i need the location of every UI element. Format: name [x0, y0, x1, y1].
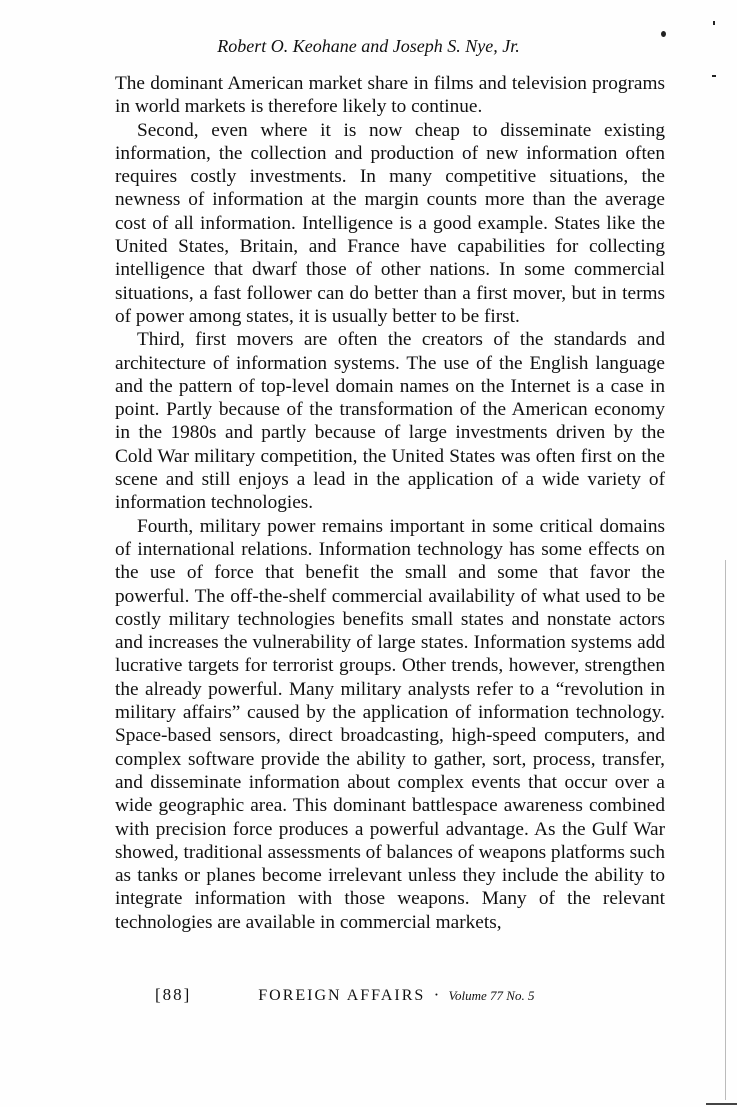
volume-info: Volume 77 No. 5	[448, 988, 535, 1003]
journal-name: FOREIGN AFFAIRS	[258, 987, 426, 1004]
article-body	[115, 72, 665, 934]
scan-dot-mark	[661, 31, 666, 37]
scan-dash-mark	[712, 75, 716, 77]
paragraph-4: Fourth, military power remains important in some critical domains of international relations. Information technology has some effects on the use of force that benefit the small and some that favor the powerful. The off-the-shelf commercial availability of what used to be costly military technologies benefits small states and nonstate actors and increases the vulnerability of large states. Information systems add lucrative targets for terrorist groups. Other trends, however, strengthen the already powerful. Many military analysts refer to a “revolution in military affairs” caused by the application of information technology. Space-based sensors, direct broadcasting, high-speed computers, and complex software provide the ability to gather, sort, process, transfer, and disseminate information about complex events that occur over a wide geographic area. This dominant battlespace awareness combined with precision force produces a powerful advantage. As the Gulf War showed, traditional assessments of balances of weapons platforms such as tanks or planes become irrelevant unless they include the ability to integrate information with those weapons. Many of the relevant technologies are available in commercial markets,	[115, 515, 665, 933]
scan-bottom-line	[706, 1103, 737, 1105]
running-head: Robert O. Keohane and Joseph S. Nye, Jr.	[217, 36, 520, 56]
footer-separator: ·	[433, 985, 441, 1004]
scan-edge-line	[725, 560, 726, 1100]
page-number: [88]	[155, 985, 192, 1004]
paragraph-3: Third, first movers are often the creators of the standards and architecture of information systems. The use of the English language and the pattern of top-level domain names on the Internet is a case in point. Partly because of the transformation of the American economy in the 1980s and partly because of large investments driven by the Cold War military competition, the United States was often first on the scene and still enjoys a lead in the application of a wide variety of information technologies.	[115, 329, 665, 514]
scan-tick-mark	[713, 21, 715, 25]
paragraph-2: Second, even where it is now cheap to disseminate existing information, the collection and production of new information often requires costly investments. In many competitive situations, the newness of information at the margin counts more than the average cost of all information. Intelligence is a good example. States like the United States, Britain, and France have capabilities for collecting intelligence that dwarf those of other nations. In some commercial situations, a fast follower can do better than a first mover, but in terms of power among states, it is usually better to be first.	[115, 119, 665, 327]
page-footer	[155, 985, 534, 1005]
paragraph-1: The dominant American market share in films and television programs in world markets is therefore likely to continue.	[115, 73, 665, 118]
